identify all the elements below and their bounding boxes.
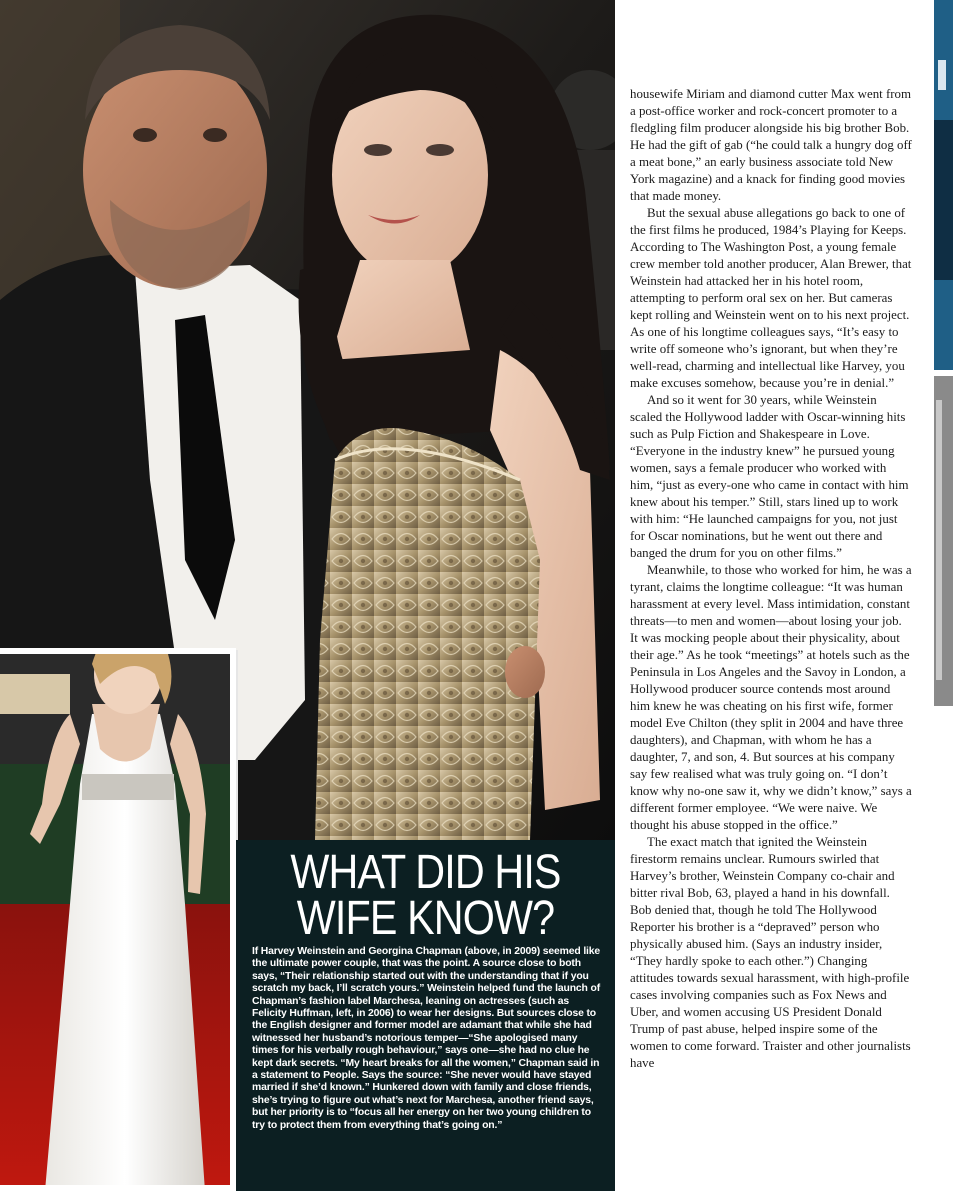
article-paragraph: The exact match that ignited the Weinstein firestorm remains unclear. Rumours swirled that Harvey’s brother, Weinstein Company co-chair and bitter rival Bob, 63, played a hand in his downfall. Bob denied that, though he told The Hollywood Reporter his brother is a “depraved” person who physically abused him. (Says an industry insider, “They hardly spoke to each other.”) Changing attitudes towards sexual harassment, with high-profile cases involving companies such as Fox News and Uber, and women accusing US President Donald Trump of past abuse, helped inspire some of the women to come forward. Traister and other journalists have bbox=[630, 835, 911, 1070]
article-column bbox=[630, 86, 912, 1072]
headline-line-2: WIFE KNOW? bbox=[296, 892, 555, 945]
article-paragraph: Meanwhile, to those who worked for him, he was a tyrant, claims the longtime colleague: “It was human harassment at every level. Mass intimidation, constant threats—to men and women—about losing your job. It was mocking people about their physicality, about their age.” As he took “meetings” at hotels such as the Peninsula in Los Angeles and the Savoy in London, a Hollywood producer source contends most around him knew he was cheating on his first wife, former model Eve Chilton (they split in 2004 and have three daughters), and Chapman, with whom he has a daughter, 7, and son, 4. But sources at his company say few realised what was truly going on. “I don’t know why no-one saw it, why we didn’t know,” says a different former employee. “We were naive. We thought his abuse stopped in the office.” bbox=[630, 563, 912, 832]
headline-line-1: WHAT DID HIS bbox=[290, 846, 561, 899]
article-paragraph: And so it went for 30 years, while Weinstein scaled the Hollywood ladder with Oscar-winning hits such as Pulp Fiction and Shakespeare in Love. “Everyone in the industry knew” he pursued young women, says a female producer who worked with him, “just as every-one who came in contact with him knew about his temper.” Still, stars lined up to work with him: “He launched campaigns for you, not just for Oscar nominations, but he went out there and banged the drum for you on other films.” bbox=[630, 393, 909, 560]
inset-photo-red-carpet bbox=[0, 648, 236, 1191]
sidebar-headline bbox=[275, 846, 577, 945]
red-carpet-photo-illustration bbox=[0, 654, 230, 1185]
sidebar-caption-box bbox=[236, 840, 615, 1191]
article-paragraph: But the sexual abuse allegations go back to one of the first films he produced, 1984’s Playing for Keeps. According to The Washington Post, a young female crew member told another producer, Alan Brewer, that Weinstein had attacked her in his hotel room, attempting to perform oral sex on her. But cameras kept rolling and Weinstein went on to his next project. As one of his longtime colleagues says, “It’s easy to write off someone who’s ignorant, but when they’re well-read, charming and intellectual like Harvey, you make excuses somehow, because you’re in denial.” bbox=[630, 206, 912, 390]
adjacent-page-edge bbox=[934, 0, 953, 1191]
article-paragraph: housewife Miriam and diamond cutter Max went from a post-office worker and rock-concert promoter to a fledgling film producer alongside his big brother Bob. He had the gift of gab (“he could talk a hungry dog off a meat bone,” an early business associate told New York magazine) and a knack for finding good movies that made money. bbox=[630, 87, 912, 203]
sidebar-caption-text: If Harvey Weinstein and Georgina Chapman (above, in 2009) seemed like the ultimate power couple, that was the point. A source close to both says, “Their relationship started out with the understanding that if you scratch my back, I’ll scratch yours.” Weinstein helped fund the launch of Chapman’s fashion label Marchesa, leaning on actresses (such as Felicity Huffman, left, in 2006) to wear her designs. But sources close to the English designer and former model are adamant that while she had witnessed her husband’s notorious temper—“She apologised many times for his verbally rough behaviour,” says one—she had no clue he kept dark secrets. “My heart breaks for all the women,” Chapman said in a statement to People. Says the source: “She never would have stayed married if she’d known.” Hunkered down with family and close friends, she’s trying to figure out what’s next for Marchesa, another friend says, but her priority is to “focus all her energy on her two young children to try to protect them from everything that’s going on.” bbox=[252, 946, 601, 1131]
edge-photo-strip bbox=[934, 0, 953, 1191]
